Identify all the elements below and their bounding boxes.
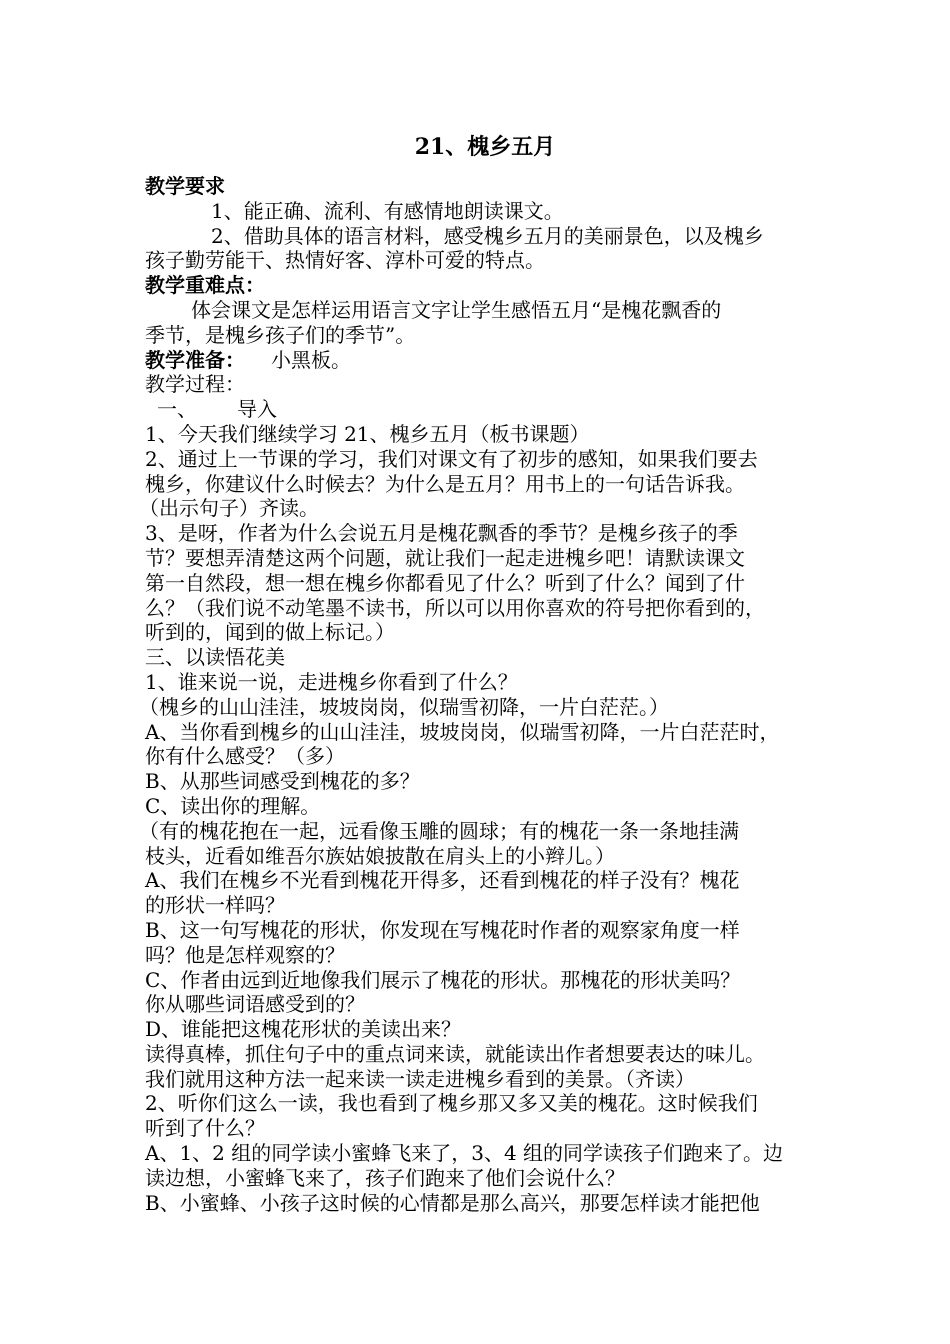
document-title: 21、槐乡五月 — [414, 134, 556, 160]
requirement-1: 1、能正确、流利、有感情地朗读课文。 — [211, 198, 564, 223]
paragraph-line: A、1、2 组的同学读小蜜蜂飞来了，3、4 组的同学读孩子们跑来了。边 — [145, 1141, 784, 1166]
paragraph-line: 3、是呀，作者为什么会说五月是槐花飘香的季节？是槐乡孩子的季 — [145, 521, 738, 546]
paragraph-line: 读边想，小蜜蜂飞来了，孩子们跑来了他们会说什么？ — [145, 1165, 625, 1190]
paragraph-line: 枝头，近看如维吾尔族姑娘披散在肩头上的小辫儿。） — [145, 843, 615, 868]
paragraph-line: 2、听你们这么一读，我也看到了槐乡那又多又美的槐花。这时候我们 — [145, 1091, 758, 1116]
paragraph-line: （有的槐花抱在一起，远看像玉雕的圆球；有的槐花一条一条地挂满 — [139, 818, 739, 843]
paragraph-line: （槐乡的山山洼洼，坡坡岗岗，似瑞雪初降，一片白茫茫。） — [139, 694, 669, 719]
paragraph-line: B、这一句写槐花的形状，你发现在写槐花时作者的观察家角度一样 — [145, 917, 740, 942]
paragraph-line: 我们就用这种方法一起来读一读走进槐乡看到的美景。（齐读） — [145, 1066, 695, 1091]
requirement-2: 2、借助具体的语言材料，感受槐乡五月的美丽景色，以及槐乡 — [211, 223, 764, 248]
paragraph-line: C、作者由远到近地像我们展示了槐花的形状。那槐花的形状美吗？ — [145, 967, 741, 992]
paragraph-line: 吗？他是怎样观察的？ — [145, 942, 345, 967]
teaching-preparation-row — [145, 348, 835, 373]
heading-teaching-requirements: 教学要求 — [145, 174, 225, 198]
document-body — [139, 132, 835, 1215]
section-1-number: 一、 — [157, 397, 197, 422]
teaching-preparation-value: 小黑板。 — [271, 347, 351, 372]
paragraph-line: 听到的，闻到的做上标记。） — [145, 620, 395, 645]
section-3-heading: 三、以读悟花美 — [145, 645, 285, 670]
paragraph-line: B、小蜜蜂、小孩子这时候的心情都是那么高兴，那要怎样读才能把他 — [145, 1190, 760, 1215]
heading-teaching-process: 教学过程： — [145, 372, 245, 397]
paragraph-line: 第一自然段，想一想在槐乡你都看见了什么？听到了什么？闻到了什 — [145, 570, 745, 595]
paragraph-line: 节？要想弄清楚这两个问题，就让我们一起走进槐乡吧！请默读课文 — [145, 545, 745, 570]
paragraph-line: A、当你看到槐乡的山山洼洼，坡坡岗岗，似瑞雪初降，一片白茫茫时， — [145, 719, 780, 744]
heading-teaching-preparation: 教学准备： — [145, 347, 245, 372]
paragraph-line: B、从那些词感受到槐花的多？ — [145, 769, 420, 794]
paragraph-line: 你从哪些词语感受到的？ — [145, 992, 365, 1017]
paragraph-line: D、谁能把这槐花形状的美读出来？ — [145, 1017, 462, 1042]
paragraph-line: 1、谁来说一说，走进槐乡你看到了什么？ — [145, 669, 518, 694]
paragraph-line: 1、今天我们继续学习 21、槐乡五月（板书课题） — [145, 421, 590, 446]
section-1-title: 导入 — [237, 397, 277, 422]
paragraph-line: 么？（我们说不动笔墨不读书，所以可以用你喜欢的符号把你看到的， — [145, 595, 765, 620]
paragraph-line: A、我们在槐乡不光看到槐花开得多，还看到槐花的样子没有？槐花 — [145, 868, 740, 893]
paragraph-line: C、读出你的理解。 — [145, 793, 321, 818]
paragraph-line: 2、通过上一节课的学习，我们对课文有了初步的感知，如果我们要去 — [145, 446, 758, 471]
paragraph-line: 槐乡，你建议什么时候去？为什么是五月？用书上的一句话告诉我。 — [145, 471, 745, 496]
paragraph-line: 的形状一样吗？ — [145, 893, 285, 918]
requirement-2-cont: 孩子勤劳能干、热情好客、淳朴可爱的特点。 — [145, 248, 545, 273]
paragraph-line: 你有什么感受？（多） — [145, 744, 345, 769]
paragraph-line: 读得真棒，抓住句子中的重点词来读，就能读出作者想要表达的味儿。 — [145, 1041, 765, 1066]
key-difficulty-text-cont: 季节，是槐乡孩子们的季节”。 — [145, 322, 416, 347]
section-1-heading — [145, 397, 835, 422]
paragraph-line: 听到了什么？ — [145, 1116, 265, 1141]
heading-key-difficulties: 教学重难点： — [145, 273, 265, 298]
paragraph-line: （出示句子）齐读。 — [139, 496, 319, 521]
key-difficulty-text: 体会课文是怎样运用语言文字让学生感悟五月“是槐花飘香的 — [191, 297, 722, 322]
